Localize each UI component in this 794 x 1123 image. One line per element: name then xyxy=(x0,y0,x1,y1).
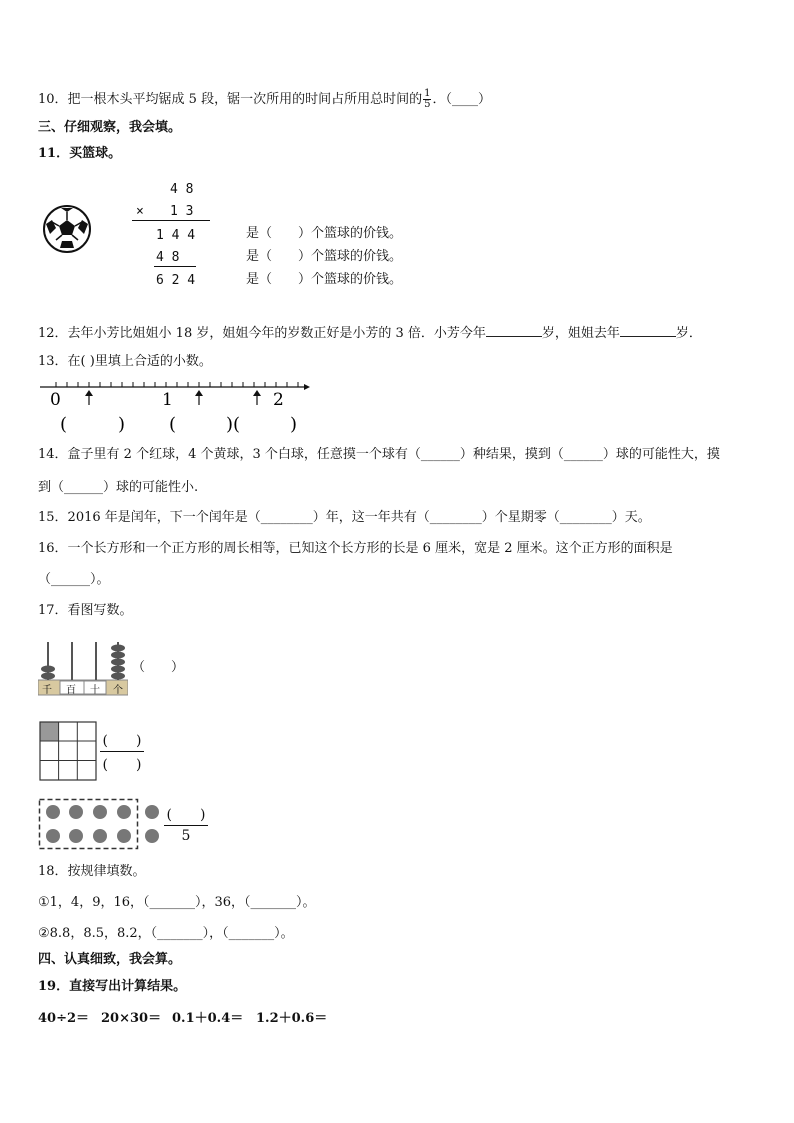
q18-item-2: ②8.8，8.5，8.2，（_______），（_______）。 xyxy=(38,926,294,941)
q10-frac-den: 5 xyxy=(424,99,431,110)
number-line xyxy=(36,376,316,438)
nl-bracket: ( xyxy=(169,414,177,435)
abacus-label-ones: 个 xyxy=(113,685,123,696)
q19-item-3: 0.1＋0.4＝ xyxy=(172,1011,244,1026)
question-12 xyxy=(38,324,702,342)
dots-frac-top: ( ) xyxy=(164,804,208,826)
nl-label-2: 2 xyxy=(273,390,284,410)
q12-blank-2 xyxy=(620,324,676,337)
nl-bracket: ) xyxy=(118,414,126,435)
nl-bracket: )( xyxy=(226,414,241,435)
question-15: 15．2016 年是闰年，下一个闰年是（________）年，这一年共有（________）个星期零（________）天。 xyxy=(38,510,651,525)
nl-label-1: 1 xyxy=(162,390,173,410)
arrow-up-icon xyxy=(253,390,261,405)
calc-row1: 4 8 xyxy=(170,182,194,197)
q11-answer-3: 是（ ）个篮球的价钱。 xyxy=(246,272,403,287)
calc-line-1 xyxy=(132,220,210,221)
arrow-up-icon xyxy=(195,390,203,405)
q19-item-1: 40÷2＝ xyxy=(38,1011,90,1026)
abacus-label-hundreds: 百 xyxy=(66,685,76,696)
abacus-label-tens: 十 xyxy=(90,685,100,696)
arrow-up-icon xyxy=(85,390,93,405)
grid-fraction xyxy=(100,730,144,774)
q14-line1: 14．盒子里有 2 个红球，4 个黄球，3 个白球，任意摸一个球有（______）种结果，摸到（______）球的可能性大，摸 xyxy=(38,447,720,462)
dots-figure xyxy=(38,798,164,850)
calc-row2: 1 3 xyxy=(170,204,194,219)
calc-row5: 6 2 4 xyxy=(156,273,196,288)
section-3-title: 三、仔细观察，我会填。 xyxy=(38,120,182,135)
q18-title: 18．按规律填数。 xyxy=(38,864,146,879)
q12-part2: 岁，姐姐去年 xyxy=(541,326,620,341)
nl-bracket: ( xyxy=(60,414,68,435)
q10-fraction xyxy=(423,89,431,110)
nl-label-0: 0 xyxy=(50,390,61,410)
q10-tail: ．（____） xyxy=(432,92,491,107)
grid-frac-bottom: ( ) xyxy=(102,757,142,773)
q19-title: 19．直接写出计算结果。 xyxy=(38,979,187,994)
calc-row3: 1 4 4 xyxy=(156,228,196,243)
dots-fraction xyxy=(164,804,208,844)
q14-line2: 到（______）球的可能性小. xyxy=(38,480,199,495)
grid-figure xyxy=(39,721,97,781)
abacus-label-thousands: 千 xyxy=(42,685,52,696)
q16-line1: 16．一个长方形和一个正方形的周长相等，已知这个长方形的长是 6 厘米，宽是 2 厘米。这个正方形的面积是 xyxy=(38,541,673,556)
q11-answer-1: 是（ ）个篮球的价钱。 xyxy=(246,226,403,241)
q10-text: 10．把一根木头平均锯成 5 段，锯一次所用的时间占所用总时间的 xyxy=(38,92,423,107)
q16-line2: （______）。 xyxy=(38,572,110,587)
abacus-answer-blank: （ ） xyxy=(132,660,185,675)
soccer-ball-icon xyxy=(42,204,92,254)
abacus-figure xyxy=(38,640,128,696)
q12-part1: 12．去年小芳比姐姐小 18 岁，姐姐今年的岁数正好是小芳的 3 倍．小芳今年 xyxy=(38,326,486,341)
q18-item-1: ①1，4，9，16，（_______），36，（_______）。 xyxy=(38,895,316,910)
q12-part3: 岁． xyxy=(675,326,702,341)
section-4-title: 四、认真细致，我会算。 xyxy=(38,952,182,967)
times-sign: × xyxy=(136,204,144,219)
q11-answer-2: 是（ ）个篮球的价钱。 xyxy=(246,249,403,264)
calc-line-2 xyxy=(154,266,196,267)
nl-bracket: ) xyxy=(290,414,298,435)
grid-frac-top: ( ) xyxy=(100,730,144,752)
q19-item-2: 20×30＝ xyxy=(101,1011,162,1026)
calc-row4: 4 8 xyxy=(156,250,180,265)
q19-item-4: 1.2＋0.6＝ xyxy=(256,1011,328,1026)
dots-frac-den: 5 xyxy=(181,828,191,844)
q11-title: 11．买篮球。 xyxy=(38,146,122,161)
q10-frac-num: 1 xyxy=(424,88,431,99)
q12-blank-1 xyxy=(486,324,542,337)
question-10 xyxy=(38,89,491,110)
q13-title: 13．在( )里填上合适的小数。 xyxy=(38,354,212,369)
q17-title: 17．看图写数。 xyxy=(38,603,133,618)
